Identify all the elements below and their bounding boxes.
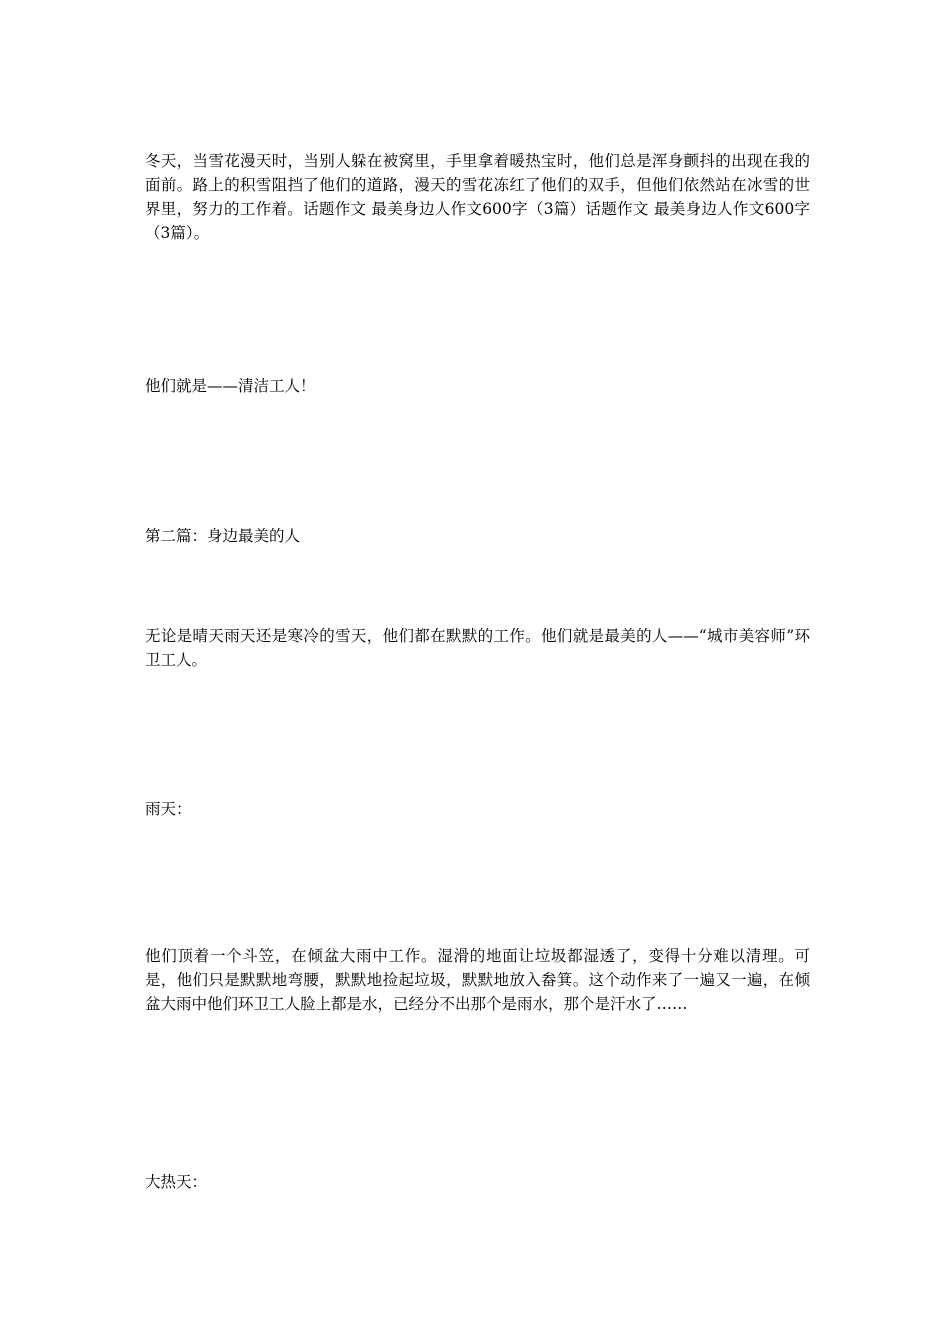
subheading-hot-day: 大热天： <box>145 1173 208 1191</box>
paragraph-city-beauticians: 无论是晴天雨天还是寒冷的雪天，他们都在默默的工作。他们就是最美的人——“城市美容师”环卫工人。 <box>145 627 810 669</box>
paragraph-rain-work: 他们顶着一个斗笠，在倾盆大雨中工作。湿滑的地面让垃圾都湿透了，变得十分难以清理。可是，他们只是默默地弯腰，默默地捡起垃圾，默默地放入畚箕。这个动作来了一遍又一遍，在倾盆大雨中他们环卫工人脸上都是水，已经分不出那个是雨水，那个是汗水了…… <box>145 947 810 1013</box>
section-heading-part-two: 第二篇：身边最美的人 <box>145 527 301 545</box>
subheading-rainy-day: 雨天： <box>145 800 192 818</box>
paragraph-cleaners-statement: 他们就是——清洁工人！ <box>145 377 316 395</box>
paragraph-winter-cleaners: 冬天，当雪花漫天时，当别人躲在被窝里，手里拿着暖热宝时，他们总是浑身颤抖的出现在我的面前。路上的积雪阻挡了他们的道路，漫天的雪花冻红了他们的双手，但他们依然站在冰雪的世界里，努力的工作着。话题作文 最美身边人作文600字（3篇）话题作文 最美身边人作文600字（3篇）。 <box>145 152 810 242</box>
